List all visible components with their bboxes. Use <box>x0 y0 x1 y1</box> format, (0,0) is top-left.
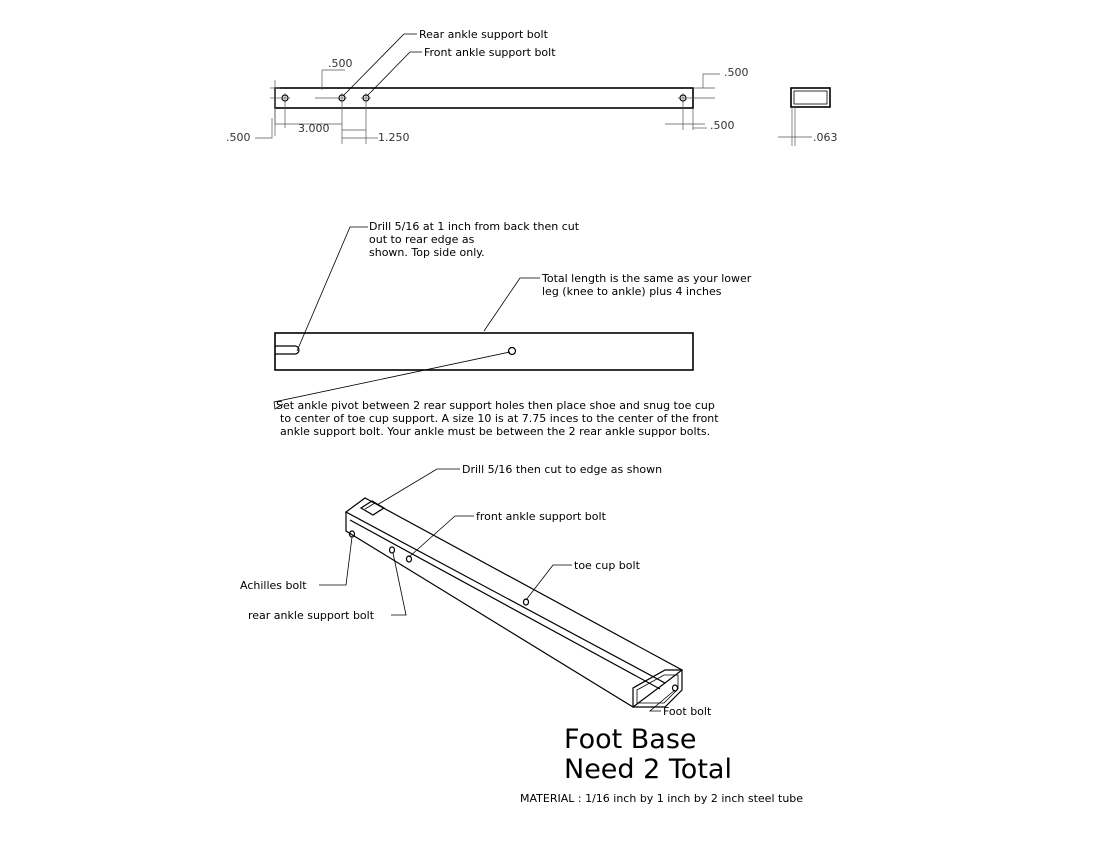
pivot-note: Set ankle pivot between 2 rear support holes then place shoe and snug toe cup to center of toe cup support. A size 10 is at 7.75 inces to the center of the front ankle support bolt. Your ankle must be between the 2 rear ankle suppor bolts. <box>276 399 719 438</box>
dim-front-hole-spacing: 1.250 <box>378 131 410 144</box>
top-view-hole-foot <box>678 93 688 103</box>
rear-ankle-support-bolt-label: Rear ankle support bolt <box>419 28 548 41</box>
front-bolt-leader <box>367 52 422 96</box>
dim-right-hole-bottom: .500 <box>710 119 735 132</box>
title-line-1: Foot Base <box>564 724 697 755</box>
dim-right-hole-top: .500 <box>724 66 749 79</box>
iso-drill-note: Drill 5/16 then cut to edge as shown <box>462 463 663 476</box>
iso-achilles-bolt-label: Achilles bolt <box>240 579 307 592</box>
front-ankle-support-bolt-label: Front ankle support bolt <box>424 46 556 59</box>
end-section-view <box>778 88 838 146</box>
top-view <box>226 28 749 144</box>
iso-rear-ankle-support-bolt-label: rear ankle support bolt <box>248 609 375 622</box>
side-view <box>274 220 755 438</box>
pivot-hole <box>509 348 516 355</box>
length-note: Total length is the same as your lower leg (knee to ankle) plus 4 inches <box>542 272 752 298</box>
notch-slot <box>275 346 299 354</box>
iso-view <box>240 463 712 718</box>
dim-left-edge: .500 <box>226 131 251 144</box>
tube-inner <box>794 91 827 104</box>
iso-tube-side-face <box>346 512 665 707</box>
title-line-2: Need 2 Total <box>564 754 732 785</box>
dim-hole-offset-top: .500 <box>328 57 353 70</box>
top-view-hole-achilles <box>280 93 290 103</box>
material-note: MATERIAL : 1/16 inch by 1 inch by 2 inch steel tube <box>520 792 804 805</box>
rear-bolt-leader <box>343 34 417 96</box>
iso-tube-top-face <box>346 498 682 683</box>
iso-front-ankle-support-bolt-label: front ankle support bolt <box>476 510 606 523</box>
dim-rear-hole-spacing: 3.000 <box>298 122 330 135</box>
dim-wall-thickness: .063 <box>813 131 838 144</box>
side-view-bar <box>275 333 693 370</box>
title-block <box>520 724 803 805</box>
top-view-hole-front <box>361 93 371 103</box>
iso-foot-bolt-label: Foot bolt <box>663 705 712 718</box>
iso-toe-cup-bolt-label: toe cup bolt <box>574 559 640 572</box>
notch-note: Drill 5/16 at 1 inch from back then cut out to rear edge as shown. Top side only. <box>369 220 580 259</box>
iso-hole-rear <box>390 547 395 553</box>
